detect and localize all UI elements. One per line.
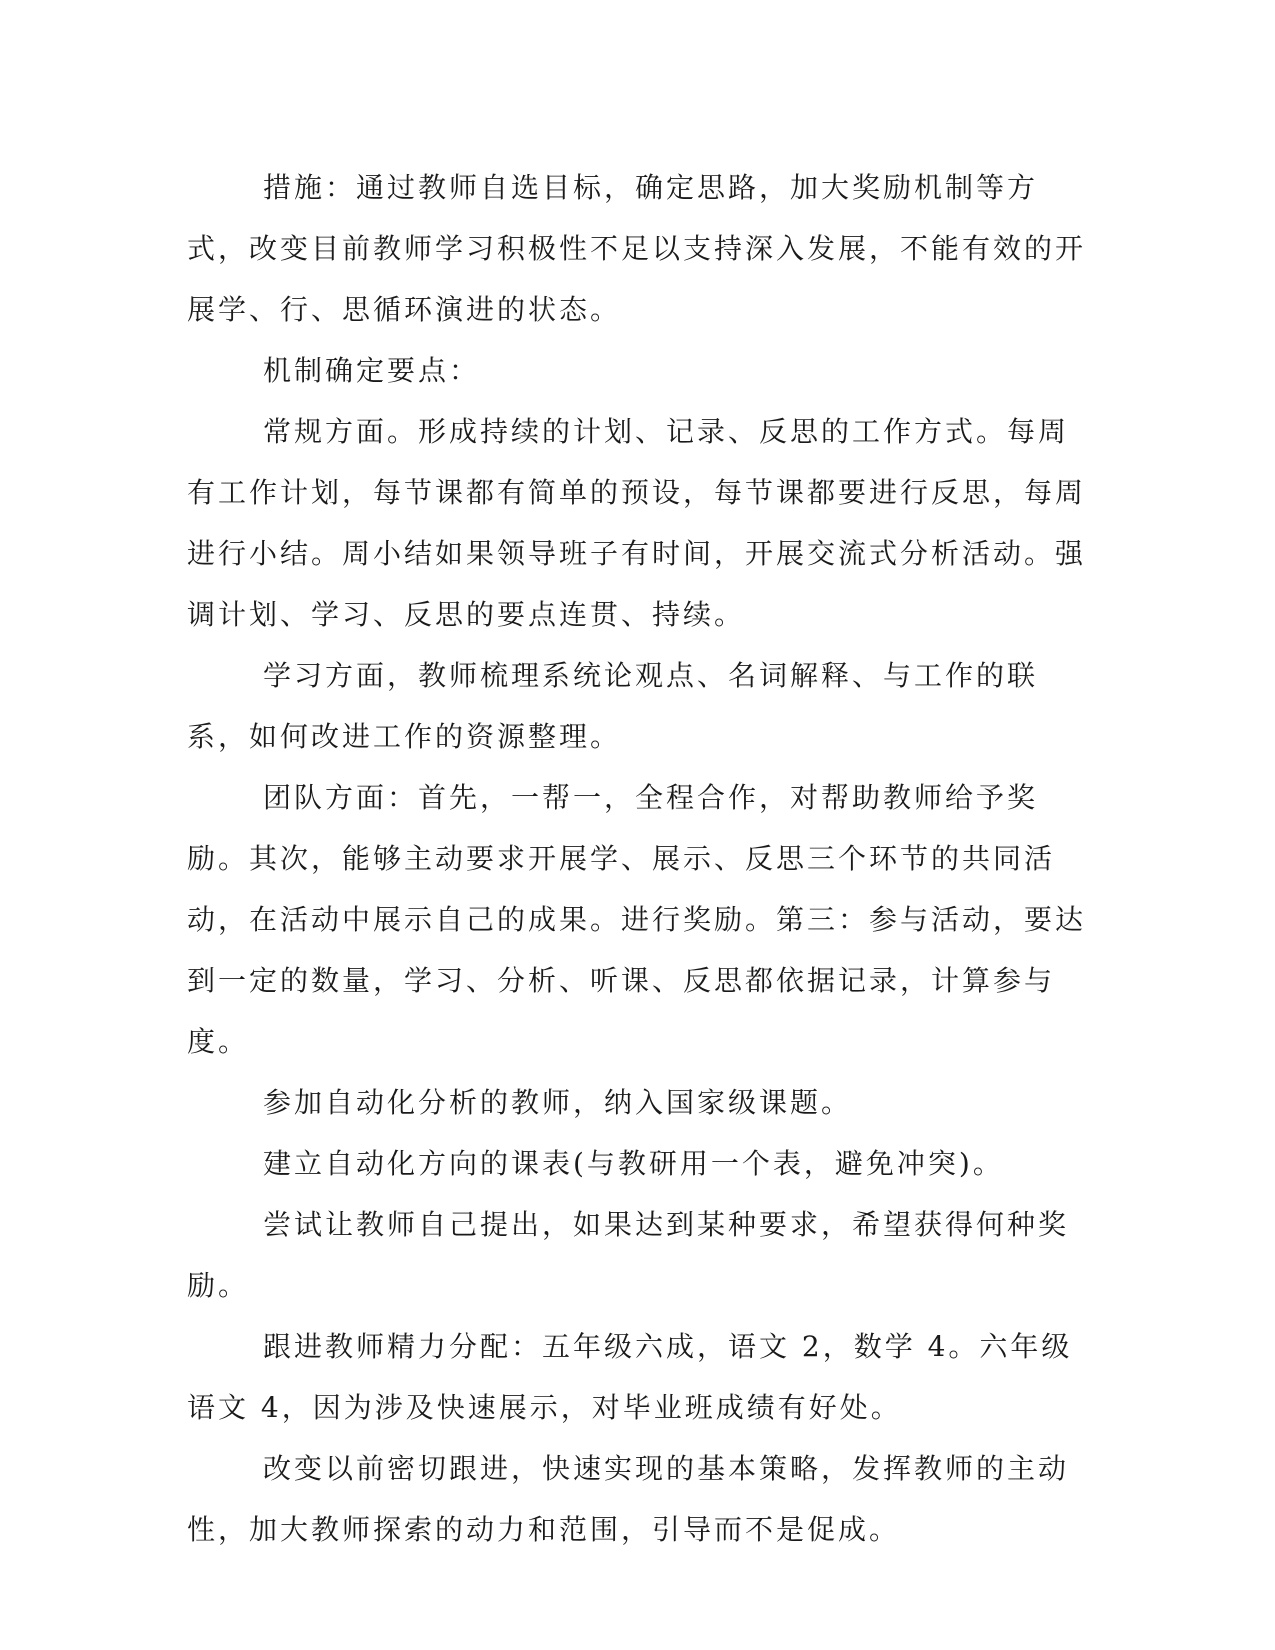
paragraph-national-project: 参加自动化分析的教师，纳入国家级课题。	[263, 1086, 853, 1119]
paragraph-measures: 措施：通过教师自选目标，确定思路，加大奖励机制等方式，改变目前教师学习积极性不足以支持深入发展，不能有效的开展学、行、思循环演进的状态。	[187, 171, 1087, 326]
paragraph-learning: 学习方面，教师梳理系统论观点、名词解释、与工作的联系，如何改进工作的资源整理。	[187, 659, 1039, 753]
paragraph-strategy: 改变以前密切跟进，快速实现的基本策略，发挥教师的主动性，加大教师探索的动力和范围，引导而不是促成。	[187, 1452, 1070, 1546]
paragraph-team: 团队方面：首先，一帮一，全程合作，对帮助教师给予奖励。其次，能够主动要求开展学、展示、反思三个环节的共同活动，在活动中展示自己的成果。进行奖励。第三：参与活动，要达到一定的数量，学习、分析、听课、反思都依据记录，计算参与度。	[187, 781, 1087, 1058]
paragraph-mechanism-heading: 机制确定要点：	[263, 354, 481, 387]
paragraph-schedule: 建立自动化方向的课表(与教研用一个表，避免冲突)。	[263, 1147, 1004, 1180]
paragraph-rewards: 尝试让教师自己提出，如果达到某种要求，希望获得何种奖励。	[187, 1208, 1070, 1302]
paragraph-routine: 常规方面。形成持续的计划、记录、反思的工作方式。每周有工作计划，每节课都有简单的预设，每节课都要进行反思，每周进行小结。周小结如果领导班子有时间，开展交流式分析活动。强调计划、学习、反思的要点连贯、持续。	[187, 415, 1087, 631]
paragraph-energy-allocation: 跟进教师精力分配：五年级六成，语文 2，数学 4。六年级语文 4，因为涉及快速展示，对毕业班成绩有好处。	[187, 1330, 1073, 1424]
document-body	[187, 157, 1087, 1560]
